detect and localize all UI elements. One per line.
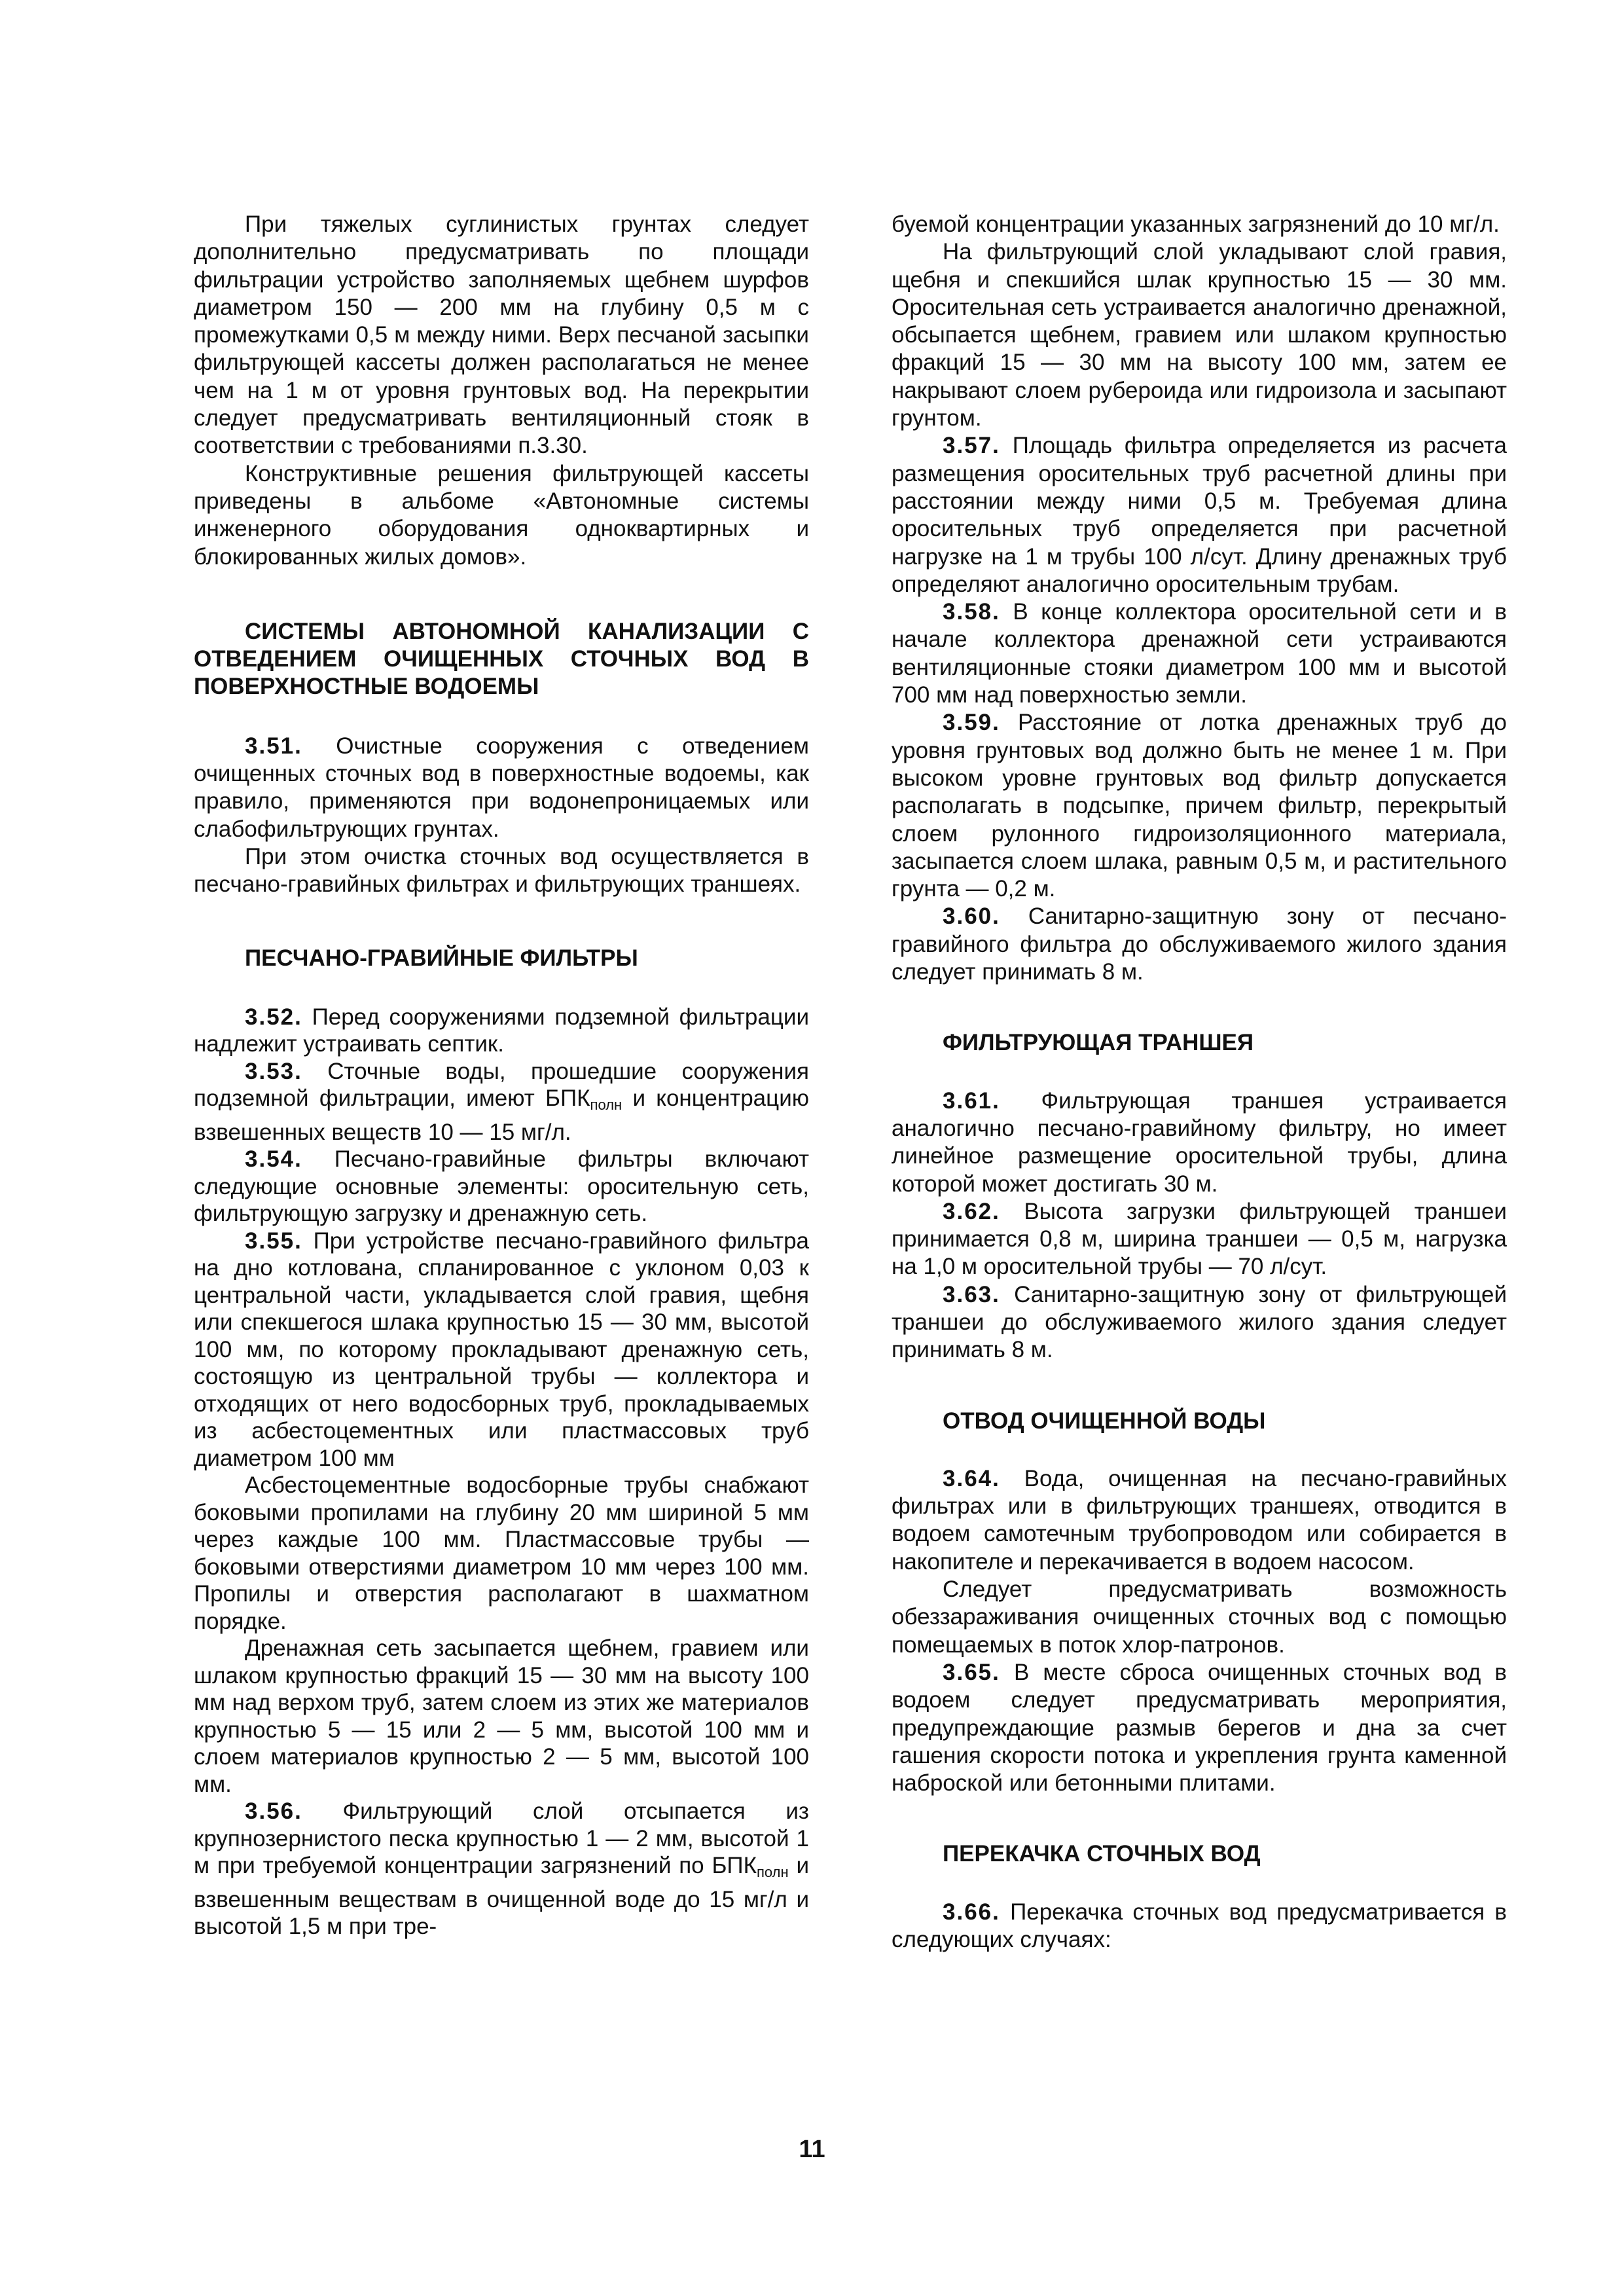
section-heading: СИСТЕМЫ АВТОНОМНОЙ КАНАЛИЗАЦИИ С ОТВЕДЕНИЕМ ОЧИЩЕННЫХ СТОЧНЫХ ВОД В ПОВЕРХНОСТНЫЕ ВОДОЕМЫ [194, 618, 809, 700]
clause-number: 3.56. [245, 1798, 302, 1825]
section-heading: ОТВОД ОЧИЩЕННОЙ ВОДЫ [943, 1408, 1266, 1434]
page-number: 11 [799, 2136, 825, 2163]
paragraph: На фильтрующий слой укладывают слой гравия, щебня и спекшийся шлак крупностью 15 — 30 мм. Оросительная сеть устраивается аналогично дренажной, обсыпается щебнем, гравием или шлаком крупностью фракций 15 — 30 мм на высоту 100 мм, затем ее накрывают слоем рубероида или гидроизола и засыпают грунтом. [892, 239, 1507, 431]
paragraph: Конструктивные решения фильтрующей кассеты приведены в альбоме «Автономные системы инженерного оборудования одноквартирных и блокированных жилых домов». [194, 460, 809, 570]
clause-text: Вода, очищенная на песчано-гравийных фильтрах или в фильтрующих траншеях, отводится в водоем самотечным трубопроводом или собирается в накопителе и перекачивается в водоем насосом. [892, 1465, 1507, 1575]
clause-number: 3.61. [943, 1087, 1000, 1114]
clause-text: Перекачка сточных вод предусматривается в следующих случаях: [892, 1899, 1507, 1953]
clause-3-65 [892, 1659, 1507, 1797]
subscript: полн [590, 1097, 623, 1114]
clause-text: Санитарно-защитную зону от фильтрующей траншеи до обслуживаемого жилого здания следует принимать 8 м. [892, 1281, 1507, 1363]
clause-3-61 [892, 1087, 1507, 1198]
clause-number: 3.59. [943, 710, 1000, 736]
clause-number: 3.53. [245, 1058, 302, 1084]
clause-number: 3.54. [245, 1146, 302, 1173]
paragraph: При этом очистка сточных вод осуществляется в песчано-гравийных фильтрах и фильтрующих траншеях. [194, 843, 809, 898]
clause-number: 3.60. [943, 903, 1000, 930]
clause-3-52 [194, 1004, 809, 1058]
subscript: полн [756, 1864, 789, 1881]
clause-number: 3.63. [943, 1281, 1000, 1307]
clause-text: При устройстве песчано-гравийного фильтра на дно котлована, спланированное с уклоном 0,03 к центральной части, укладывается слой гравия, щебня или спекшегося шлака крупностью 15 — 30 мм, высотой 100 мм, по которому прокладывают дренажную сеть, состоящую из центральной трубы — коллектора и отходящих от него водосборных труб, прокладываемых из асбестоцементных или пластмассовых труб диаметром 100 мм [194, 1228, 809, 1471]
clause-text: Сточные воды, прошедшие сооружения подземной фильтрации, имеют БПК [194, 1058, 809, 1112]
clause-3-55 [194, 1228, 809, 1472]
clause-3-51 [194, 733, 809, 843]
clause-number: 3.58. [943, 599, 1000, 625]
section-heading: ФИЛЬТРУЮЩАЯ ТРАНШЕЯ [943, 1030, 1254, 1056]
clause-text: Фильтрующая траншея устраивается аналогично песчано-гравийному фильтру, но имеет линейное размещение оросительной трубы, длина которой может достигать 30 м. [892, 1087, 1507, 1197]
clause-number: 3.52. [245, 1004, 302, 1030]
clause-text: В месте сброса очищенных сточных вод в водоем следует предусматривать мероприятия, предупреждающие размыв берегов и дна за счет гашения скорости потока и укрепления грунта каменной наброской или бетонными плитами. [892, 1659, 1507, 1796]
clause-3-54 [194, 1146, 809, 1228]
clause-text: и взвешенным веществам в очищенной воде до 15 мг/л и высотой 1,5 м при тре- [194, 1853, 810, 1940]
clause-text: Песчано-гравийные фильтры включают следующие основные элементы: оросительную сеть, фильтрующую загрузку и дренажную сеть. [194, 1146, 809, 1227]
clause-text: Перед сооружениями подземной фильтрации надлежит устраивать септик. [194, 1004, 809, 1057]
clause-3-58 [892, 598, 1507, 709]
clause-text: Санитарно-защитную зону от песчано-гравийного фильтра до обслуживаемого жилого здания следует принимать 8 м. [892, 903, 1507, 985]
clause-3-53 [194, 1058, 809, 1146]
clause-number: 3.65. [943, 1659, 1000, 1685]
clause-number: 3.64. [943, 1465, 1000, 1491]
clause-3-57 [892, 432, 1507, 598]
clause-text: и концентрацию взвешенных веществ 10 — 15 мг/л. [194, 1085, 809, 1145]
paragraph: При тяжелых суглинистых грунтах следует дополнительно предусматривать по площади фильтрации устройство заполняемых щебнем шурфов диаметром 150 — 200 мм на глубину 0,5 м с промежутками 0,5 м между ними. Верх песчаной засыпки фильтрующей кассеты должен располагаться не менее чем на 1 м от уровня грунтовых вод. На перекрытии следует предусматривать вентиляционный стояк в соответствии с требованиями п.3.30. [194, 211, 809, 459]
clause-text: Площадь фильтра определяется из расчета размещения оросительных труб расчетной длины при расстоянии между ними 0,5 м. Требуемая длина оросительных труб определяется при расчетной нагрузке на 1 м трубы 100 л/сут. Длину дренажных труб определяют аналогично оросительным трубам. [892, 433, 1507, 597]
left-column [194, 211, 809, 1941]
clause-3-66 [892, 1899, 1507, 1954]
right-column [892, 211, 1507, 1954]
clause-number: 3.57. [943, 433, 1000, 459]
clause-text: Очистные сооружения с отведением очищенных сточных вод в поверхностные водоемы, как правило, применяются при водонепроницаемых или слабофильтрующих грунтах. [194, 733, 809, 842]
clause-3-60 [892, 903, 1507, 986]
clause-text: Высота загрузки фильтрующей траншеи принимается 0,8 м, ширина траншеи — 0,5 м, нагрузка на 1,0 м оросительной трубы — 70 л/сут. [892, 1198, 1507, 1280]
section-heading: ПЕРЕКАЧКА СТОЧНЫХ ВОД [943, 1841, 1261, 1867]
paragraph: Асбестоцементные водосборные трубы снабжают боковыми пропилами на глубину 20 мм шириной 5 мм через каждые 100 мм. Пластмассовые трубы — боковыми отверстиями диаметром 10 мм через 100 мм. Пропилы и отверстия располагают в шахматном порядке. [194, 1472, 809, 1634]
clause-text: Расстояние от лотка дренажных труб до уровня грунтовых вод должно быть не менее 1 м. При высоком уровне грунтовых вод фильтр допускается располагать в подсыпке, причем фильтр, перекрытый слоем рулонного гидроизоляционного материала, засыпается слоем шлака, равным 0,5 м, и растительного грунта — 0,2 м. [892, 710, 1507, 902]
clause-text: В конце коллектора оросительной сети и в начале коллектора дренажной сети устраиваются вентиляционные стояки диаметром 100 мм и высотой 700 мм над поверхностью земли. [892, 599, 1507, 708]
clause-3-64 [892, 1465, 1507, 1576]
paragraph: Следует предусматривать возможность обеззараживания очищенных сточных вод с помощью помещаемых в поток хлор-патронов. [892, 1576, 1507, 1658]
section-heading: ПЕСЧАНО-ГРАВИЙНЫЕ ФИЛЬТРЫ [245, 945, 638, 971]
clause-number: 3.55. [245, 1228, 302, 1254]
clause-3-63 [892, 1281, 1507, 1364]
clause-number: 3.62. [943, 1198, 1000, 1224]
paragraph: буемой концентрации указанных загрязнений до 10 мг/л. [892, 211, 1500, 237]
clause-text: Фильтрующий слой отсыпается из крупнозернистого песка крупностью 1 — 2 мм, высотой 1 м при требуемой концентрации загрязнений по БПК [194, 1798, 809, 1879]
paragraph: Дренажная сеть засыпается щебнем, гравием или шлаком крупностью фракций 15 — 30 мм на высоту 100 мм над верхом труб, затем слоем из этих же материалов крупностью 5 — 15 или 2 — 5 мм, высотой 100 мм и слоем материалов крупностью 2 — 5 мм, высотой 100 мм. [194, 1635, 809, 1797]
clause-number: 3.66. [943, 1899, 1000, 1925]
clause-3-59 [892, 709, 1507, 903]
clause-number: 3.51. [245, 733, 302, 759]
clause-3-62 [892, 1198, 1507, 1281]
clause-3-56 [194, 1798, 809, 1941]
